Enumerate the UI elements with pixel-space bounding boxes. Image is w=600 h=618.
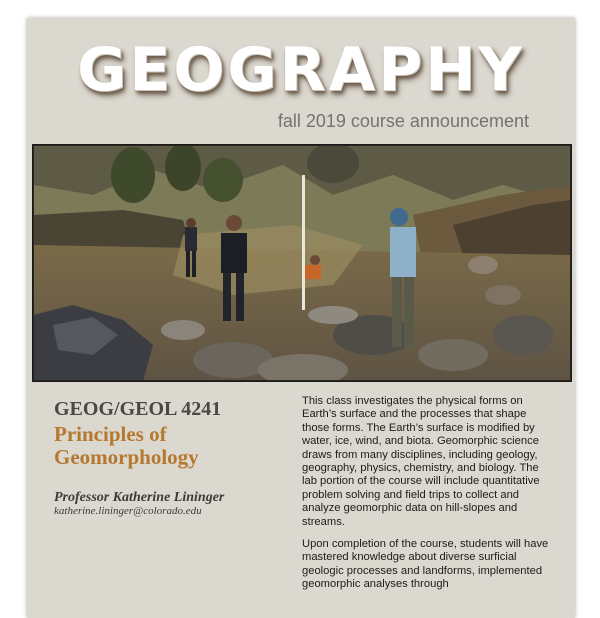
course-description [302, 395, 550, 601]
page-title: GEOGRAPHY [77, 35, 525, 105]
course-name: Principles of Geomorphology [54, 422, 199, 469]
instructor-email: katherine.lininger@colorado.edu [54, 505, 202, 517]
flyer-page [27, 18, 575, 618]
description-paragraph-1: This class investigates the physical forms on Earth’s surface and the processes that shape those forms. The Earth’s surface is modified by water, ice, wind, and biota. Geomorphic science draws from many disciplines, including geology, geography, physics, chemistry, and biology. The lab portion of the course will include quantitative problem solving and field trips to collect and analyze geomorphic data on hill-slopes and streams. [302, 395, 540, 528]
field-trip-photo [32, 144, 572, 382]
course-announcement-subtitle: fall 2019 course announcement [277, 111, 529, 131]
instructor-name: Professor Katherine Lininger [54, 490, 225, 505]
course-code: GEOG/GEOL 4241 [54, 398, 222, 420]
description-paragraph-2: Upon completion of the course, students will have mastered knowledge about diverse surficial geologic processes and landforms, implemented geomorphic analyses through [302, 538, 549, 591]
